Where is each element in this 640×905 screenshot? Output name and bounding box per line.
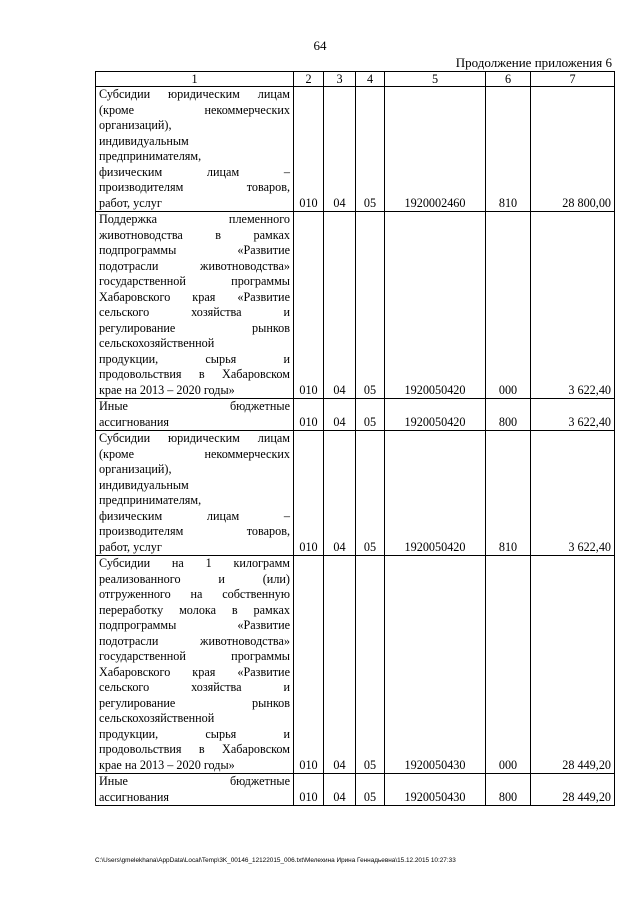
- description-line: Субсидии юридическим лицам: [99, 87, 290, 101]
- column-header: 7: [531, 72, 615, 87]
- description-line: индивидуальным: [99, 133, 189, 148]
- appendix-continuation-title: Продолжение приложения 6: [455, 55, 612, 70]
- description-line: крае на 2013 – 2020 годы»: [99, 382, 235, 397]
- description-line: Иные бюджетные: [99, 774, 290, 788]
- subsection-part-code: 05: [356, 774, 385, 806]
- table-header-row: [96, 72, 615, 87]
- description-line: регулирование рынков: [99, 695, 290, 710]
- expense-type-code: 810: [486, 87, 531, 212]
- subsection-part-code: 05: [356, 431, 385, 556]
- target-article-code: 1920050420: [385, 431, 486, 556]
- target-article-code: 1920050420: [385, 399, 486, 431]
- column-header: 6: [486, 72, 531, 87]
- description-line: Хабаровского края «Развитие: [99, 289, 290, 304]
- subsection-part-code: 05: [356, 399, 385, 431]
- section-code: 010: [294, 556, 324, 774]
- amount-value: 3 622,40: [531, 399, 615, 431]
- description-line: (кроме некоммерческих: [99, 446, 290, 461]
- description-line: государственной программы: [99, 649, 290, 663]
- expense-type-code: 800: [486, 774, 531, 806]
- subsection-part-code: 05: [356, 556, 385, 774]
- description-line: работ, услуг: [99, 539, 162, 554]
- description-line: физическим лицам –: [99, 164, 290, 179]
- page-number: 64: [313, 38, 327, 53]
- section-code: 010: [294, 431, 324, 556]
- target-article-code: 1920050420: [385, 212, 486, 399]
- column-header: 2: [294, 72, 324, 87]
- description-line: работ, услуг: [99, 195, 162, 210]
- description-line: продовольствия в Хабаровском: [99, 367, 290, 381]
- table-row: [96, 212, 615, 399]
- amount-value: 3 622,40: [531, 212, 615, 399]
- subsection-code: 04: [324, 87, 356, 212]
- description-line: переработку молока в рамках: [99, 602, 290, 617]
- description-line: подотрасли животноводства»: [99, 258, 290, 273]
- file-path-footer: C:\Users\gmelekhana\AppData\Local\Temp\3K_00146_12122015_006.txt\Мелехина Ирина Геннадьевна\15.12.2015 10:27:33: [95, 857, 456, 864]
- subsection-part-code: 05: [356, 87, 385, 212]
- subsection-code: 04: [324, 399, 356, 431]
- description-line: подпрограммы «Развитие: [99, 618, 290, 632]
- section-code: 010: [294, 212, 324, 399]
- column-header: 4: [356, 72, 385, 87]
- subsection-part-code: 05: [356, 212, 385, 399]
- section-code: 010: [294, 774, 324, 806]
- section-code: 010: [294, 87, 324, 212]
- amount-value: 28 449,20: [531, 774, 615, 806]
- description-line: сельского хозяйства и: [99, 680, 290, 694]
- row-description: [96, 212, 294, 399]
- expense-type-code: 000: [486, 556, 531, 774]
- row-description: [96, 774, 294, 806]
- description-line: организаций),: [99, 462, 172, 476]
- description-line: производителям товаров,: [99, 180, 290, 194]
- description-line: Иные бюджетные: [99, 399, 290, 413]
- description-line: ассигнования: [99, 414, 170, 429]
- description-line: Субсидии юридическим лицам: [99, 431, 290, 445]
- table-row: [96, 399, 615, 431]
- target-article-code: 1920050430: [385, 556, 486, 774]
- amount-value: 28 449,20: [531, 556, 615, 774]
- expense-type-code: 800: [486, 399, 531, 431]
- description-line: предпринимателям,: [99, 493, 202, 507]
- column-header: 3: [324, 72, 356, 87]
- description-line: производителям товаров,: [99, 524, 290, 538]
- row-description: [96, 87, 294, 212]
- budget-table: [95, 71, 615, 806]
- target-article-code: 1920002460: [385, 87, 486, 212]
- description-line: ассигнования: [99, 789, 170, 804]
- table-row: [96, 556, 615, 774]
- description-line: индивидуальным: [99, 477, 189, 492]
- expense-type-code: 000: [486, 212, 531, 399]
- amount-value: 3 622,40: [531, 431, 615, 556]
- description-line: (кроме некоммерческих: [99, 102, 290, 117]
- description-line: животноводства в рамках: [99, 227, 290, 242]
- description-line: отгруженного на собственную: [99, 587, 290, 601]
- subsection-code: 04: [324, 774, 356, 806]
- description-line: продукции, сырья и: [99, 726, 290, 741]
- description-line: предпринимателям,: [99, 149, 202, 163]
- target-article-code: 1920050430: [385, 774, 486, 806]
- section-code: 010: [294, 399, 324, 431]
- description-line: сельского хозяйства и: [99, 305, 290, 319]
- description-line: Субсидии на 1 килограмм: [99, 556, 290, 570]
- description-line: организаций),: [99, 118, 172, 132]
- table-row: [96, 87, 615, 212]
- row-description: [96, 399, 294, 431]
- description-line: государственной программы: [99, 274, 290, 288]
- description-line: Поддержка племенного: [99, 212, 290, 226]
- description-line: продовольствия в Хабаровском: [99, 742, 290, 756]
- description-line: физическим лицам –: [99, 508, 290, 523]
- description-line: регулирование рынков: [99, 320, 290, 335]
- table-row: [96, 774, 615, 806]
- description-line: реализованного и (или): [99, 571, 290, 586]
- column-header: 1: [96, 72, 294, 87]
- amount-value: 28 800,00: [531, 87, 615, 212]
- description-line: сельскохозяйственной: [99, 336, 215, 350]
- subsection-code: 04: [324, 431, 356, 556]
- description-line: Хабаровского края «Развитие: [99, 664, 290, 679]
- description-line: подпрограммы «Развитие: [99, 243, 290, 257]
- description-line: сельскохозяйственной: [99, 711, 215, 725]
- expense-type-code: 810: [486, 431, 531, 556]
- description-line: подотрасли животноводства»: [99, 633, 290, 648]
- table-row: [96, 431, 615, 556]
- subsection-code: 04: [324, 212, 356, 399]
- description-line: продукции, сырья и: [99, 351, 290, 366]
- row-description: [96, 431, 294, 556]
- subsection-code: 04: [324, 556, 356, 774]
- row-description: [96, 556, 294, 774]
- description-line: крае на 2013 – 2020 годы»: [99, 757, 235, 772]
- column-header: 5: [385, 72, 486, 87]
